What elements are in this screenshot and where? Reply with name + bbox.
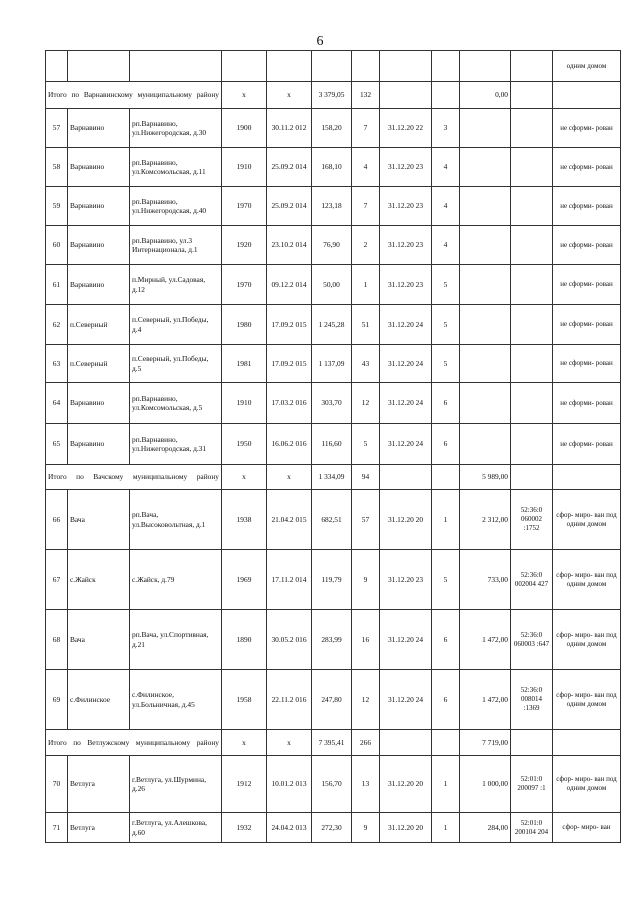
cell-locality: Варнавино [68,265,130,305]
cell-plan-date: 31.12.20 23 [380,265,432,305]
cell-number: 65 [46,424,68,465]
cell-cadastral: 52:36:0 060002 :1752 [511,490,553,550]
cell-stage: 4 [432,226,460,265]
cell-stage: 1 [432,813,460,843]
cell-address: рп.Вача, ул.Высоковольтная, д.1 [130,490,222,550]
table-row [46,305,621,345]
cell-amount [460,148,511,187]
cell-residents: 7 [352,187,380,226]
cell-year: 1900 [222,109,267,148]
cell-area: 247,80 [312,670,352,730]
cell-year: 1980 [222,305,267,345]
cell-area: 7 395,41 [312,730,352,756]
cell-date: 30.05.2 016 [267,610,312,670]
cell-address: г.Ветлуга, ул.Алешкова, д.60 [130,813,222,843]
cell-year: 1950 [222,424,267,465]
cell-address: рп.Варнавино, ул.Комсомольская, д.5 [130,383,222,424]
cell-number: 64 [46,383,68,424]
cell-date: 17.09.2 015 [267,345,312,383]
cell-cadastral [511,305,553,345]
cell-land-status: сфор- миро- ван под одним домом [553,670,621,730]
cell-area: 1 334,09 [312,465,352,490]
cell-residents: 57 [352,490,380,550]
cell-year: 1920 [222,226,267,265]
cell-address: рп.Варнавино, ул.3 Интернационала, д.1 [130,226,222,265]
cell-date: 23.10.2 014 [267,226,312,265]
cell-locality: Вача [68,610,130,670]
cell-empty [432,730,460,756]
cell-plan-date: 31.12.20 20 [380,490,432,550]
cell-year: 1912 [222,756,267,813]
cell-date: 21.04.2 015 [267,490,312,550]
cell-address: п.Северный, ул.Победы, д.4 [130,305,222,345]
cell-x: x [267,465,312,490]
cell-address: рп.Варнавино, ул.Комсомольская, д.11 [130,148,222,187]
table-row [46,265,621,305]
cell-empty [432,465,460,490]
cell-stage: 4 [432,148,460,187]
cell-land-status: одним домом [553,51,621,82]
cell-empty [432,82,460,109]
cell-plan-date: 31.12.20 24 [380,345,432,383]
cell-plan-date: 31.12.20 23 [380,148,432,187]
cell-date: 25.09.2 014 [267,187,312,226]
cell-area: 156,70 [312,756,352,813]
cell-plan-date: 31.12.20 24 [380,610,432,670]
cell-amount: 733,00 [460,550,511,610]
cell-area: 168,10 [312,148,352,187]
cell-number: 58 [46,148,68,187]
cell-amount: 0,00 [460,82,511,109]
cell-year: 1969 [222,550,267,610]
cell-cadastral [511,148,553,187]
cell-amount [460,345,511,383]
cell-stage: 6 [432,670,460,730]
table-row [46,383,621,424]
total-row [46,82,621,109]
cell-amount [460,187,511,226]
cell-land-status: не сформи- рован [553,148,621,187]
cell-plan-date: 31.12.20 23 [380,226,432,265]
cell-land-status: не сформи- рован [553,109,621,148]
cell-area: 116,60 [312,424,352,465]
cell-area: 119,79 [312,550,352,610]
cell-date: 17.09.2 015 [267,305,312,345]
table-row [46,109,621,148]
cell-cadastral: 52:36:0 008014 :1369 [511,670,553,730]
cell-number: 59 [46,187,68,226]
cell-area: 682,51 [312,490,352,550]
cell-cadastral [511,187,553,226]
cell-residents: 43 [352,345,380,383]
cell-land-status: сфор- миро- ван под одним домом [553,550,621,610]
cell-area: 272,30 [312,813,352,843]
cell-locality: с.Жайск [68,550,130,610]
cell-land-status: не сформи- рован [553,305,621,345]
cell-date: 10.01.2 013 [267,756,312,813]
cell-land-status: не сформи- рован [553,226,621,265]
cell-year: 1910 [222,148,267,187]
cell-locality: п.Северный [68,345,130,383]
cell-number: 60 [46,226,68,265]
cell-area: 123,18 [312,187,352,226]
cell-area: 283,99 [312,610,352,670]
table-row [46,424,621,465]
cell-locality: Варнавино [68,424,130,465]
cell-land-status: сфор- миро- ван под одним домом [553,610,621,670]
total-label: Итого по Вачскому муниципальному району [46,465,222,490]
cell-x: x [222,730,267,756]
cell-residents: 4 [352,148,380,187]
cell-empty [511,82,553,109]
table-row [46,490,621,550]
cell-locality: Ветлуга [68,813,130,843]
cell-empty [553,82,621,109]
cell-plan-date: 31.12.20 20 [380,756,432,813]
cell-land-status: не сформи- рован [553,424,621,465]
cell-residents: 2 [352,226,380,265]
cell-year: 1910 [222,383,267,424]
cell-cadastral [511,345,553,383]
cell-residents: 9 [352,813,380,843]
cell-number: 70 [46,756,68,813]
cell-land-status: не сформи- рован [553,345,621,383]
cell-residents: 51 [352,305,380,345]
cell-locality: Варнавино [68,148,130,187]
cell-locality: Варнавино [68,383,130,424]
cell-empty [511,465,553,490]
cell-address: рп.Вача, ул.Спортивная, д.21 [130,610,222,670]
cell-x: x [222,82,267,109]
cell-address: рп.Варнавино, ул.Нижегородская, д.31 [130,424,222,465]
cell-address: рп.Варнавино, ул.Нижегородская, д.30 [130,109,222,148]
cell-date: 16.06.2 016 [267,424,312,465]
cell-year: 1970 [222,187,267,226]
cell-locality: Вача [68,490,130,550]
cell-amount: 1 472,00 [460,670,511,730]
cell-land-status: сфор- миро- ван [553,813,621,843]
cell-area: 303,70 [312,383,352,424]
cell-amount: 1 472,00 [460,610,511,670]
cell-date: 22.11.2 016 [267,670,312,730]
cell-residents: 1 [352,265,380,305]
cell-plan-date: 31.12.20 20 [380,813,432,843]
cell-land-status: сфор- миро- ван под одним домом [553,756,621,813]
table-row [46,148,621,187]
cell-year: 1890 [222,610,267,670]
cell-date: 09.12.2 014 [267,265,312,305]
cell-empty [553,730,621,756]
cell-amount [460,424,511,465]
table-row [46,345,621,383]
cell-stage: 5 [432,345,460,383]
cell-x: x [267,82,312,109]
cell-number: 63 [46,345,68,383]
cell-amount: 5 989,00 [460,465,511,490]
cell-amount: 1 000,00 [460,756,511,813]
table-row [46,226,621,265]
cell-residents: 12 [352,670,380,730]
cell-locality: Ветлуга [68,756,130,813]
cell-residents: 5 [352,424,380,465]
cell-area: 158,20 [312,109,352,148]
table-row [46,187,621,226]
cell-year: 1981 [222,345,267,383]
cell-amount [460,109,511,148]
cell-year: 1970 [222,265,267,305]
cell-residents: 94 [352,465,380,490]
cell-cadastral [511,226,553,265]
cell-empty [511,730,553,756]
cell-year: 1958 [222,670,267,730]
cell-locality: с.Филинское [68,670,130,730]
cell-stage: 4 [432,187,460,226]
page-number: 6 [316,34,324,49]
cell-stage: 6 [432,383,460,424]
cell-residents: 266 [352,730,380,756]
cell-land-status: не сформи- рован [553,187,621,226]
cell-area: 76,90 [312,226,352,265]
cell-stage: 1 [432,490,460,550]
cell-stage: 1 [432,756,460,813]
cell-number: 61 [46,265,68,305]
cell-address: с.Жайск, д.79 [130,550,222,610]
cell-empty [380,730,432,756]
table-row [46,813,621,843]
cell-plan-date: 31.12.20 23 [380,187,432,226]
cell-residents: 132 [352,82,380,109]
cell-plan-date: 31.12.20 24 [380,383,432,424]
cell-date: 24.04.2 013 [267,813,312,843]
cell-plan-date: 31.12.20 22 [380,109,432,148]
cell-locality: Варнавино [68,109,130,148]
cell-locality: Варнавино [68,226,130,265]
cell-locality: п.Северный [68,305,130,345]
cell-number: 62 [46,305,68,345]
cell-empty [380,465,432,490]
cell-amount: 284,00 [460,813,511,843]
cell-date: 17.11.2 014 [267,550,312,610]
cell-cadastral [511,265,553,305]
total-row [46,465,621,490]
cell-x: x [222,465,267,490]
cell-cadastral [511,424,553,465]
cell-address: г.Ветлуга, ул.Шурмина, д.26 [130,756,222,813]
cell-residents: 7 [352,109,380,148]
cell-residents: 12 [352,383,380,424]
cell-cadastral: 52:01:0 200097 :1 [511,756,553,813]
cell-area: 1 137,09 [312,345,352,383]
table-row [46,610,621,670]
cell-number: 71 [46,813,68,843]
cell-land-status: сфор- миро- ван под одним домом [553,490,621,550]
cell-land-status: не сформи- рован [553,265,621,305]
cell-plan-date: 31.12.20 23 [380,550,432,610]
cell-empty [380,82,432,109]
cell-stage: 5 [432,265,460,305]
cell-locality: Варнавино [68,187,130,226]
cell-number: 57 [46,109,68,148]
cell-address: п.Северный, ул.Победы, д.5 [130,345,222,383]
cell-cadastral: 52:36:0 002004 427 [511,550,553,610]
cell-number: 69 [46,670,68,730]
cell-stage: 6 [432,424,460,465]
cell-address: рп.Варнавино, ул.Нижегородская, д.40 [130,187,222,226]
cell-amount [460,265,511,305]
cell-address: с.Филинское, ул.Больничная, д.45 [130,670,222,730]
cell-stage: 3 [432,109,460,148]
cell-residents: 9 [352,550,380,610]
table-row [46,756,621,813]
cell-amount: 7 719,00 [460,730,511,756]
cell-amount: 2 312,00 [460,490,511,550]
cell-cadastral: 52:36:0 060003 :647 [511,610,553,670]
cell-stage: 5 [432,305,460,345]
cell-year: 1932 [222,813,267,843]
cell-stage: 6 [432,610,460,670]
cell-plan-date: 31.12.20 24 [380,670,432,730]
cell-land-status: не сформи- рован [553,383,621,424]
total-label: Итого по Варнавинскому муниципальному району [46,82,222,109]
cell-residents: 16 [352,610,380,670]
cell-area: 1 245,28 [312,305,352,345]
housing-table [45,50,621,843]
table-row [46,670,621,730]
total-row [46,730,621,756]
cell-number: 67 [46,550,68,610]
cell-stage: 5 [432,550,460,610]
cell-date: 30.11.2 012 [267,109,312,148]
cell-plan-date: 31.12.20 24 [380,424,432,465]
cell-residents: 13 [352,756,380,813]
cell-empty [553,465,621,490]
cell-date: 17.03.2 016 [267,383,312,424]
cell-number: 68 [46,610,68,670]
cell-address: п.Мирный, ул.Садовая, д.12 [130,265,222,305]
continued-row [46,51,621,82]
cell-date: 25.09.2 014 [267,148,312,187]
total-label: Итого по Ветлужскому муниципальному району [46,730,222,756]
cell-area: 50,00 [312,265,352,305]
cell-x: x [267,730,312,756]
cell-amount [460,383,511,424]
cell-number: 66 [46,490,68,550]
cell-area: 3 379,05 [312,82,352,109]
cell-cadastral [511,383,553,424]
cell-plan-date: 31.12.20 24 [380,305,432,345]
cell-amount [460,226,511,265]
cell-amount [460,305,511,345]
cell-cadastral [511,109,553,148]
cell-year: 1938 [222,490,267,550]
table-row [46,550,621,610]
cell-cadastral: 52:01:0 200104 204 [511,813,553,843]
